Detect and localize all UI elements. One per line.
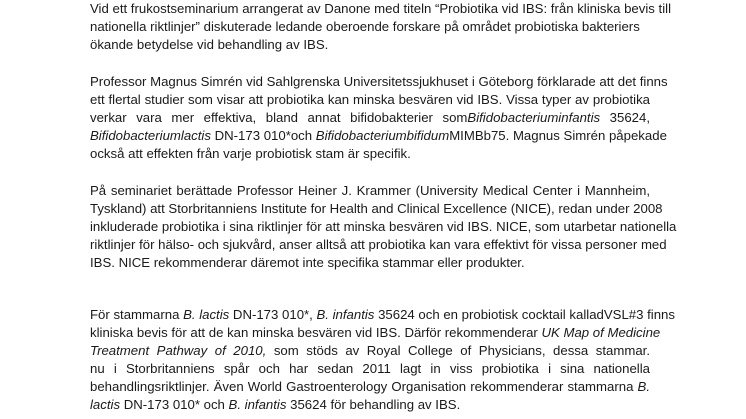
text-line: IBS. NICE rekommenderar däremot inte specifika stammar eller produkter. bbox=[90, 255, 525, 270]
text-run: kliniska bevis för att de kan minska besvären vid IBS. Därför rekommenderar bbox=[90, 325, 542, 340]
text-line bbox=[90, 378, 650, 396]
text-line bbox=[90, 342, 650, 360]
text-run: MIMBb75. Magnus Simrén påpekade bbox=[449, 128, 667, 143]
species-name: Bifidobacteriumlactis bbox=[90, 128, 211, 143]
text-line: Professor Magnus Simrén vid Sahlgrenska Universitetssjukhuset i Göteborg förklarade att det finns bbox=[90, 74, 668, 89]
text-line: ökande betydelse vid behandling av IBS. bbox=[90, 37, 329, 52]
text-line: nu i Storbritanniens spår och har sedan 2011 lagt in viss probiotika i sina nationella bbox=[90, 361, 650, 376]
species-name: B. infantis bbox=[228, 397, 287, 412]
text-line bbox=[90, 324, 661, 342]
text-line: inkluderade probiotika i sina riktlinjer för att minska besvären vid IBS. NICE, som utarbetar nationella bbox=[90, 219, 677, 234]
text-run: 35624 för behandling av IBS. bbox=[286, 397, 461, 412]
document-title: Treatment Pathway of 2010, bbox=[90, 343, 267, 358]
text-line bbox=[90, 127, 667, 145]
text-line bbox=[90, 109, 650, 127]
text-line: också att effekten från varje probiotisk stam är specifik. bbox=[90, 146, 411, 161]
document-title: UK Map of Medicine bbox=[541, 325, 661, 340]
paragraph-intro bbox=[90, 0, 671, 54]
text-run: verkar vara mer effektiva, bland annat bifidobakterier som bbox=[90, 110, 468, 125]
text-line bbox=[90, 396, 650, 414]
text-line: ett flertal studier som visar att probiotika kan minska besvären vid IBS. Vissa typer av probiotika bbox=[90, 92, 650, 107]
text-run: DN-173 010*, bbox=[229, 307, 317, 322]
species-name: B. lactis bbox=[183, 307, 230, 322]
species-name: lactis bbox=[90, 397, 121, 412]
text-run: DN-173 010* och bbox=[120, 397, 229, 412]
text-run: behandlingsriktlinjer. Även World Gastroenterology Organisation rekommenderar stammarna bbox=[90, 379, 638, 394]
paragraph-strains bbox=[90, 306, 675, 414]
text-run: För stammarna bbox=[90, 307, 184, 322]
text-line: Vid ett frukostseminarium arrangerat av Danone med titeln “Probiotika vid IBS: från kliniska bevis till bbox=[90, 1, 671, 16]
text-line: Tyskland) att Storbritanniens Institute for Health and Clinical Excellence (NICE), redan under 2008 bbox=[90, 201, 663, 216]
paragraph-simren bbox=[90, 73, 668, 163]
text-run: 35624 och en probiotisk cocktail kalladVSL#3 finns bbox=[374, 307, 675, 322]
text-run: 35624, bbox=[600, 110, 650, 125]
species-name: Bifidobacteriuminfantis bbox=[467, 110, 601, 125]
species-name: B. infantis bbox=[316, 307, 375, 322]
text-line: nationella riktlinjer” diskuterade ledande oberoende forskare på området probiotiska bakteriers bbox=[90, 19, 640, 34]
species-name: Bifidobacteriumbifidum bbox=[315, 128, 450, 143]
text-run: som stöds av Royal College of Physicians, dessa stammar. bbox=[273, 343, 650, 358]
text-run: DN-173 010*och bbox=[210, 128, 316, 143]
text-line: riktlinjer för hälso- och sjukvård, anser alltså att probiotika kan vara effektivt för vissa personer med bbox=[90, 237, 667, 252]
species-name: B. bbox=[637, 379, 650, 394]
text-line: På seminariet berättade Professor Heiner J. Krammer (University Medical Center i Mannheim, bbox=[90, 183, 650, 198]
text-line bbox=[90, 306, 675, 324]
paragraph-krammer bbox=[90, 182, 677, 272]
